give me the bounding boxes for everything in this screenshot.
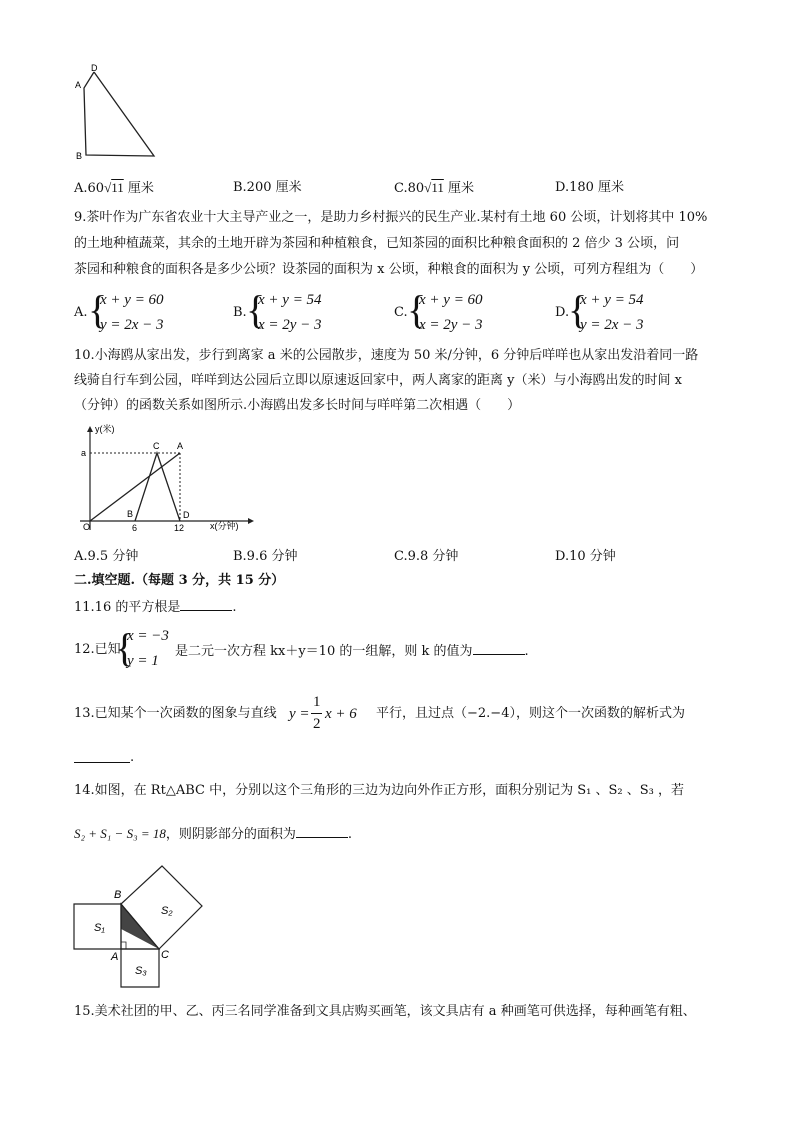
q10-label-c: C [153,441,160,451]
q8-option-b: B.200 厘米 [233,180,302,195]
q10-option-d: D.10 分钟 [555,549,616,564]
q10-line-3: （分钟）的函数关系如图所示.小海鸥出发多长时间与咩咩第二次相遇（ ） [74,398,521,413]
q10-option-c: C.9.8 分钟 [394,549,459,564]
q10-tick-12: 12 [174,523,185,533]
fig14-label-s1: S₁ [94,922,105,934]
q14-figure [68,858,233,996]
q9-line-2: 的土地种植蔬菜，其余的土地开辟为茶园和种植粮食，已知茶园的面积比种粮食面积的 2 倍少 3 公顷，问 [74,236,680,251]
q10-y-axis-label: y(米) [95,424,115,434]
q10-label-origin: O [83,522,91,532]
fig8-label-b: B [76,151,83,161]
q13-answer-blank [74,762,130,763]
fig14-label-b: B [114,889,122,901]
q10-line-2: 线骑自行车到公园，咩咩到达公园后立即以原速返回家中，两人离家的距离 y（米）与小海鸥出发的时间 x [74,373,682,388]
q14-line-2: S₂ + S₁ − S₃ = 18，则阴影部分的面积为 . [74,823,352,845]
fig8-label-d: D [91,64,98,73]
fig14-label-a: A [111,951,119,963]
q10-line-1: 10.小海鸥从家出发，步行到离家 a 米的公园散步，速度为 50 米/分钟，6 分钟后咩咩也从家出发沿着同一路 [74,348,699,363]
q10-graph [70,420,260,535]
q11: 11.16 的平方根是 . [74,596,237,618]
q9-line-1: 9.茶叶作为广东省农业十大主导产业之一，是助力乡村振兴的民生产业.某村有土地 60 公顷，计划将其中 10% [74,210,708,225]
q10-label-b: B [127,509,134,519]
q8-option-c: C.80√11 厘米 [394,180,474,196]
q10-option-a: A.9.5 分钟 [74,549,139,564]
q8-option-d: D.180 厘米 [555,180,625,195]
q15-line-1: 15.美术社团的甲、乙、丙三名同学准备到文具店购买画笔，该文具店有 a 种画笔可供选择，每种画笔有粗、 [74,1004,696,1019]
q10-label-pa: A [177,441,184,451]
section-2-heading: 二.填空题.（每题 3 分，共 15 分） [74,573,285,588]
fig14-label-s2: S₂ [161,905,173,917]
q10-option-b: B.9.6 分钟 [233,549,298,564]
q10-label-d: D [183,510,190,520]
fig14-label-c: C [161,949,169,961]
q9-line-3: 茶园和种粮食的面积各是多少公顷？设茶园的面积为 x 公顷，种粮食的面积为 y 公顷，可列方程组为（ ） [74,262,704,277]
fig8-label-a: A [75,80,82,90]
q10-x-axis-label: x(分钟) [210,521,239,531]
q8-option-a: A.60√11 厘米 [74,180,154,196]
q10-tick-6: 6 [132,523,138,533]
q14-line-1: 14.如图，在 Rt△ABC 中，分别以这个三角形的三边为边向外作正方形，面积分别记为 S₁ 、S₂ 、S₃ ，若 [74,783,684,798]
fig14-label-s3: S₃ [135,965,147,977]
q10-label-a-value: a [81,448,87,458]
q8-figure [70,64,165,164]
